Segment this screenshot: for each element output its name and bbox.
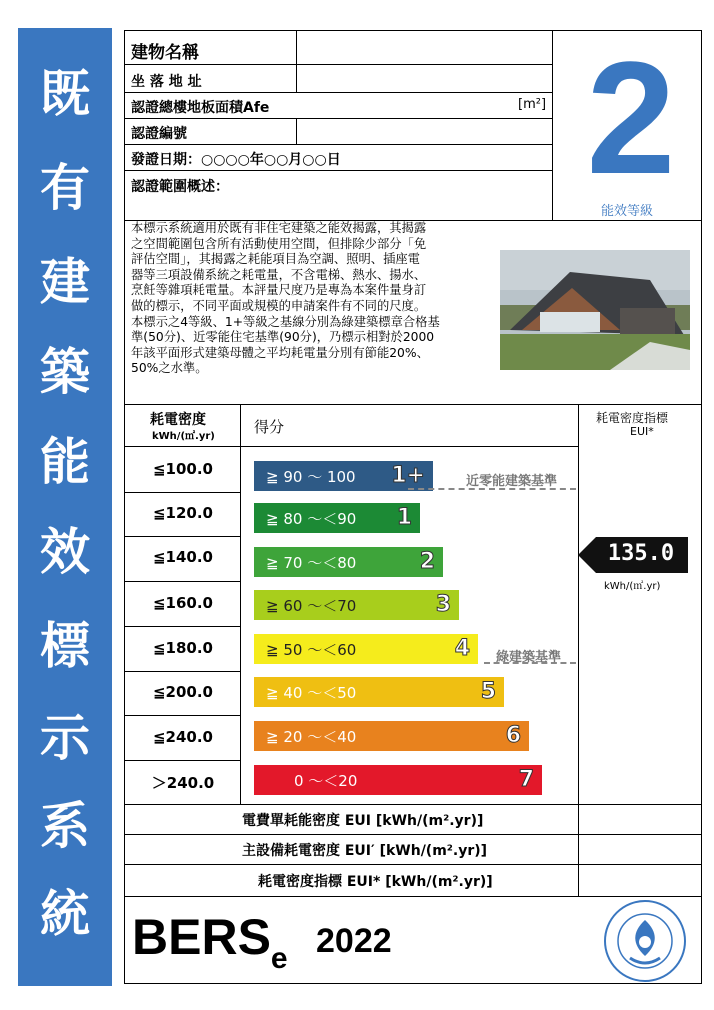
grid-line xyxy=(124,671,240,672)
side-title-char: 統 xyxy=(40,885,90,943)
grid-line xyxy=(552,30,553,220)
side-title-char: 既 xyxy=(40,65,90,123)
threshold-cell: ≦160.0 xyxy=(152,594,213,612)
floor-area-unit: [m²] xyxy=(518,97,547,112)
bar-range: ≧ 90 ～ 100 xyxy=(266,468,356,486)
rating-bar-1plus xyxy=(254,461,433,491)
grid-line xyxy=(124,170,552,171)
brand-main: BERS xyxy=(132,909,271,965)
floor-area-label: 認證總樓地板面積Afe xyxy=(131,100,270,116)
grid-line xyxy=(124,626,240,627)
description-line: 本標示系統適用於既有非住宅建築之能效揭露，其揭露 xyxy=(131,221,427,235)
bar-range: ≧ 40 ～＜50 xyxy=(266,684,357,702)
grid-line xyxy=(124,446,578,447)
eui-unit: kWh/(㎡.yr) xyxy=(604,581,661,592)
grid-line xyxy=(124,804,702,805)
side-title-char: 能 xyxy=(40,433,90,491)
bar-range: 0 ～＜20 xyxy=(294,772,358,790)
bar-range: ≧ 80 ～＜90 xyxy=(266,510,357,528)
grid-line xyxy=(124,144,552,145)
threshold-cell: ≦180.0 xyxy=(152,639,213,657)
grid-line xyxy=(124,896,702,897)
scope-label: 認證範圍概述： xyxy=(131,179,229,195)
near-zero-benchmark-label: 近零能建築基準 xyxy=(466,474,558,489)
ministry-seal-icon xyxy=(602,898,688,984)
threshold-cell: ≦100.0 xyxy=(152,460,213,478)
description-line: 之空間範圍包含所有活動使用空間，但排除少部分「免 xyxy=(131,236,427,251)
threshold-cell: ≦240.0 xyxy=(152,728,213,746)
grid-line xyxy=(296,30,297,92)
grid-line xyxy=(124,715,240,716)
threshold-cell: ≦200.0 xyxy=(152,683,213,701)
bar-range: ≧ 60 ～＜70 xyxy=(266,597,357,615)
footer-eui-main: 主設備耗電密度 EUI′ [kWh/(m².yr)] xyxy=(242,843,488,859)
description-line: 做的標示，不同平面或規模的申請案件有不同的尺度。 xyxy=(131,298,427,313)
rating-bar-2 xyxy=(254,547,443,577)
description-line: 器等三項設備系統之耗電量，不含電梯、熱水、揚水、 xyxy=(131,267,427,282)
grid-line xyxy=(124,834,702,835)
footer-eui-bill: 電費單耗能密度 EUI [kWh/(m².yr)] xyxy=(242,813,484,829)
description-line: 烹飪等雜項耗電量。本評量尺度乃是專為本案件量身訂 xyxy=(131,283,427,298)
description-line: 年該平面形式建築母體之平均耗電量分別有節能20%、 xyxy=(131,345,429,360)
bar-level: 3 xyxy=(435,592,451,617)
eui-value: 135.0 xyxy=(607,541,675,566)
grid-line xyxy=(124,64,552,65)
bar-range: ≧ 70 ～＜80 xyxy=(266,554,357,572)
building-photo xyxy=(500,250,690,370)
bar-level: 1+ xyxy=(391,463,425,488)
grid-line xyxy=(124,581,240,582)
rating-bar-4 xyxy=(254,634,478,664)
eui-indicator xyxy=(578,537,688,573)
description-text xyxy=(131,221,495,377)
description-line: 本標示之4等級、1+等級之基線分別為綠建築標章合格基 xyxy=(131,314,440,329)
footer-eui-star: 耗電密度指標 EUI* [kWh/(m².yr)] xyxy=(258,874,493,890)
threshold-cell: ＞240.0 xyxy=(151,774,215,792)
side-title-char: 示 xyxy=(40,709,90,767)
side-title-char: 系 xyxy=(40,797,90,855)
threshold-cell: ≦120.0 xyxy=(152,504,213,522)
grid-line xyxy=(124,760,240,761)
grid-line xyxy=(124,864,702,865)
grid-line xyxy=(578,404,579,896)
description-line: 評估空間」，其揭露之耗能項目為空調、照明、插座電 xyxy=(131,252,420,267)
side-title-char: 有 xyxy=(40,159,90,217)
grid-line xyxy=(124,118,552,119)
description-line: 50%之水準。 xyxy=(131,361,208,376)
bar-level: 5 xyxy=(480,679,496,704)
bar-range: ≧ 20 ～＜40 xyxy=(266,728,357,746)
brand-year: 2022 xyxy=(316,922,392,960)
grid-line xyxy=(296,118,297,144)
density-unit: kWh/(㎡.yr) xyxy=(152,431,215,442)
indicator-header: 耗電密度指標 xyxy=(596,411,669,425)
bar-level: 2 xyxy=(419,549,435,574)
issue-date-label: 發證日期：○○○○年○○月○○日 xyxy=(131,152,341,168)
energy-grade-value: 2 xyxy=(586,28,676,207)
brand-logo xyxy=(132,908,288,976)
density-header: 耗電密度 xyxy=(150,412,206,428)
rating-bar-1 xyxy=(254,503,420,533)
rating-bar-5 xyxy=(254,677,504,707)
rating-bar-6 xyxy=(254,721,529,751)
rating-bar-7 xyxy=(254,765,542,795)
bar-level: 1 xyxy=(396,505,412,530)
side-title-char: 效 xyxy=(40,523,90,581)
grid-line xyxy=(124,492,240,493)
bar-level: 4 xyxy=(454,636,470,661)
description-line: 準(50分)、近零能住宅基準(90分)，乃標示相對於2000 xyxy=(131,330,435,345)
bar-range: ≧ 50 ～＜60 xyxy=(266,641,357,659)
building-name-label: 建物名稱 xyxy=(131,43,199,63)
grid-line xyxy=(240,404,241,804)
grid-line xyxy=(124,404,702,405)
rating-bar-3 xyxy=(254,590,459,620)
green-benchmark-label: 綠建築基準 xyxy=(496,650,562,665)
indicator-unit: EUI* xyxy=(630,425,654,438)
brand-sub: e xyxy=(270,942,288,975)
bar-level: 7 xyxy=(518,767,534,792)
side-title-char: 築 xyxy=(40,343,90,401)
bar-level: 6 xyxy=(505,723,521,748)
grid-line xyxy=(124,92,552,93)
cert-number-label: 認證編號 xyxy=(131,126,187,142)
energy-grade-label: 能效等級 xyxy=(600,204,653,219)
address-label: 坐 落 地 址 xyxy=(131,74,202,90)
score-header: 得分 xyxy=(254,418,285,436)
side-title-char: 標 xyxy=(40,617,90,675)
grid-line xyxy=(124,536,240,537)
threshold-cell: ≦140.0 xyxy=(152,548,213,566)
side-title-char: 建 xyxy=(40,253,90,311)
